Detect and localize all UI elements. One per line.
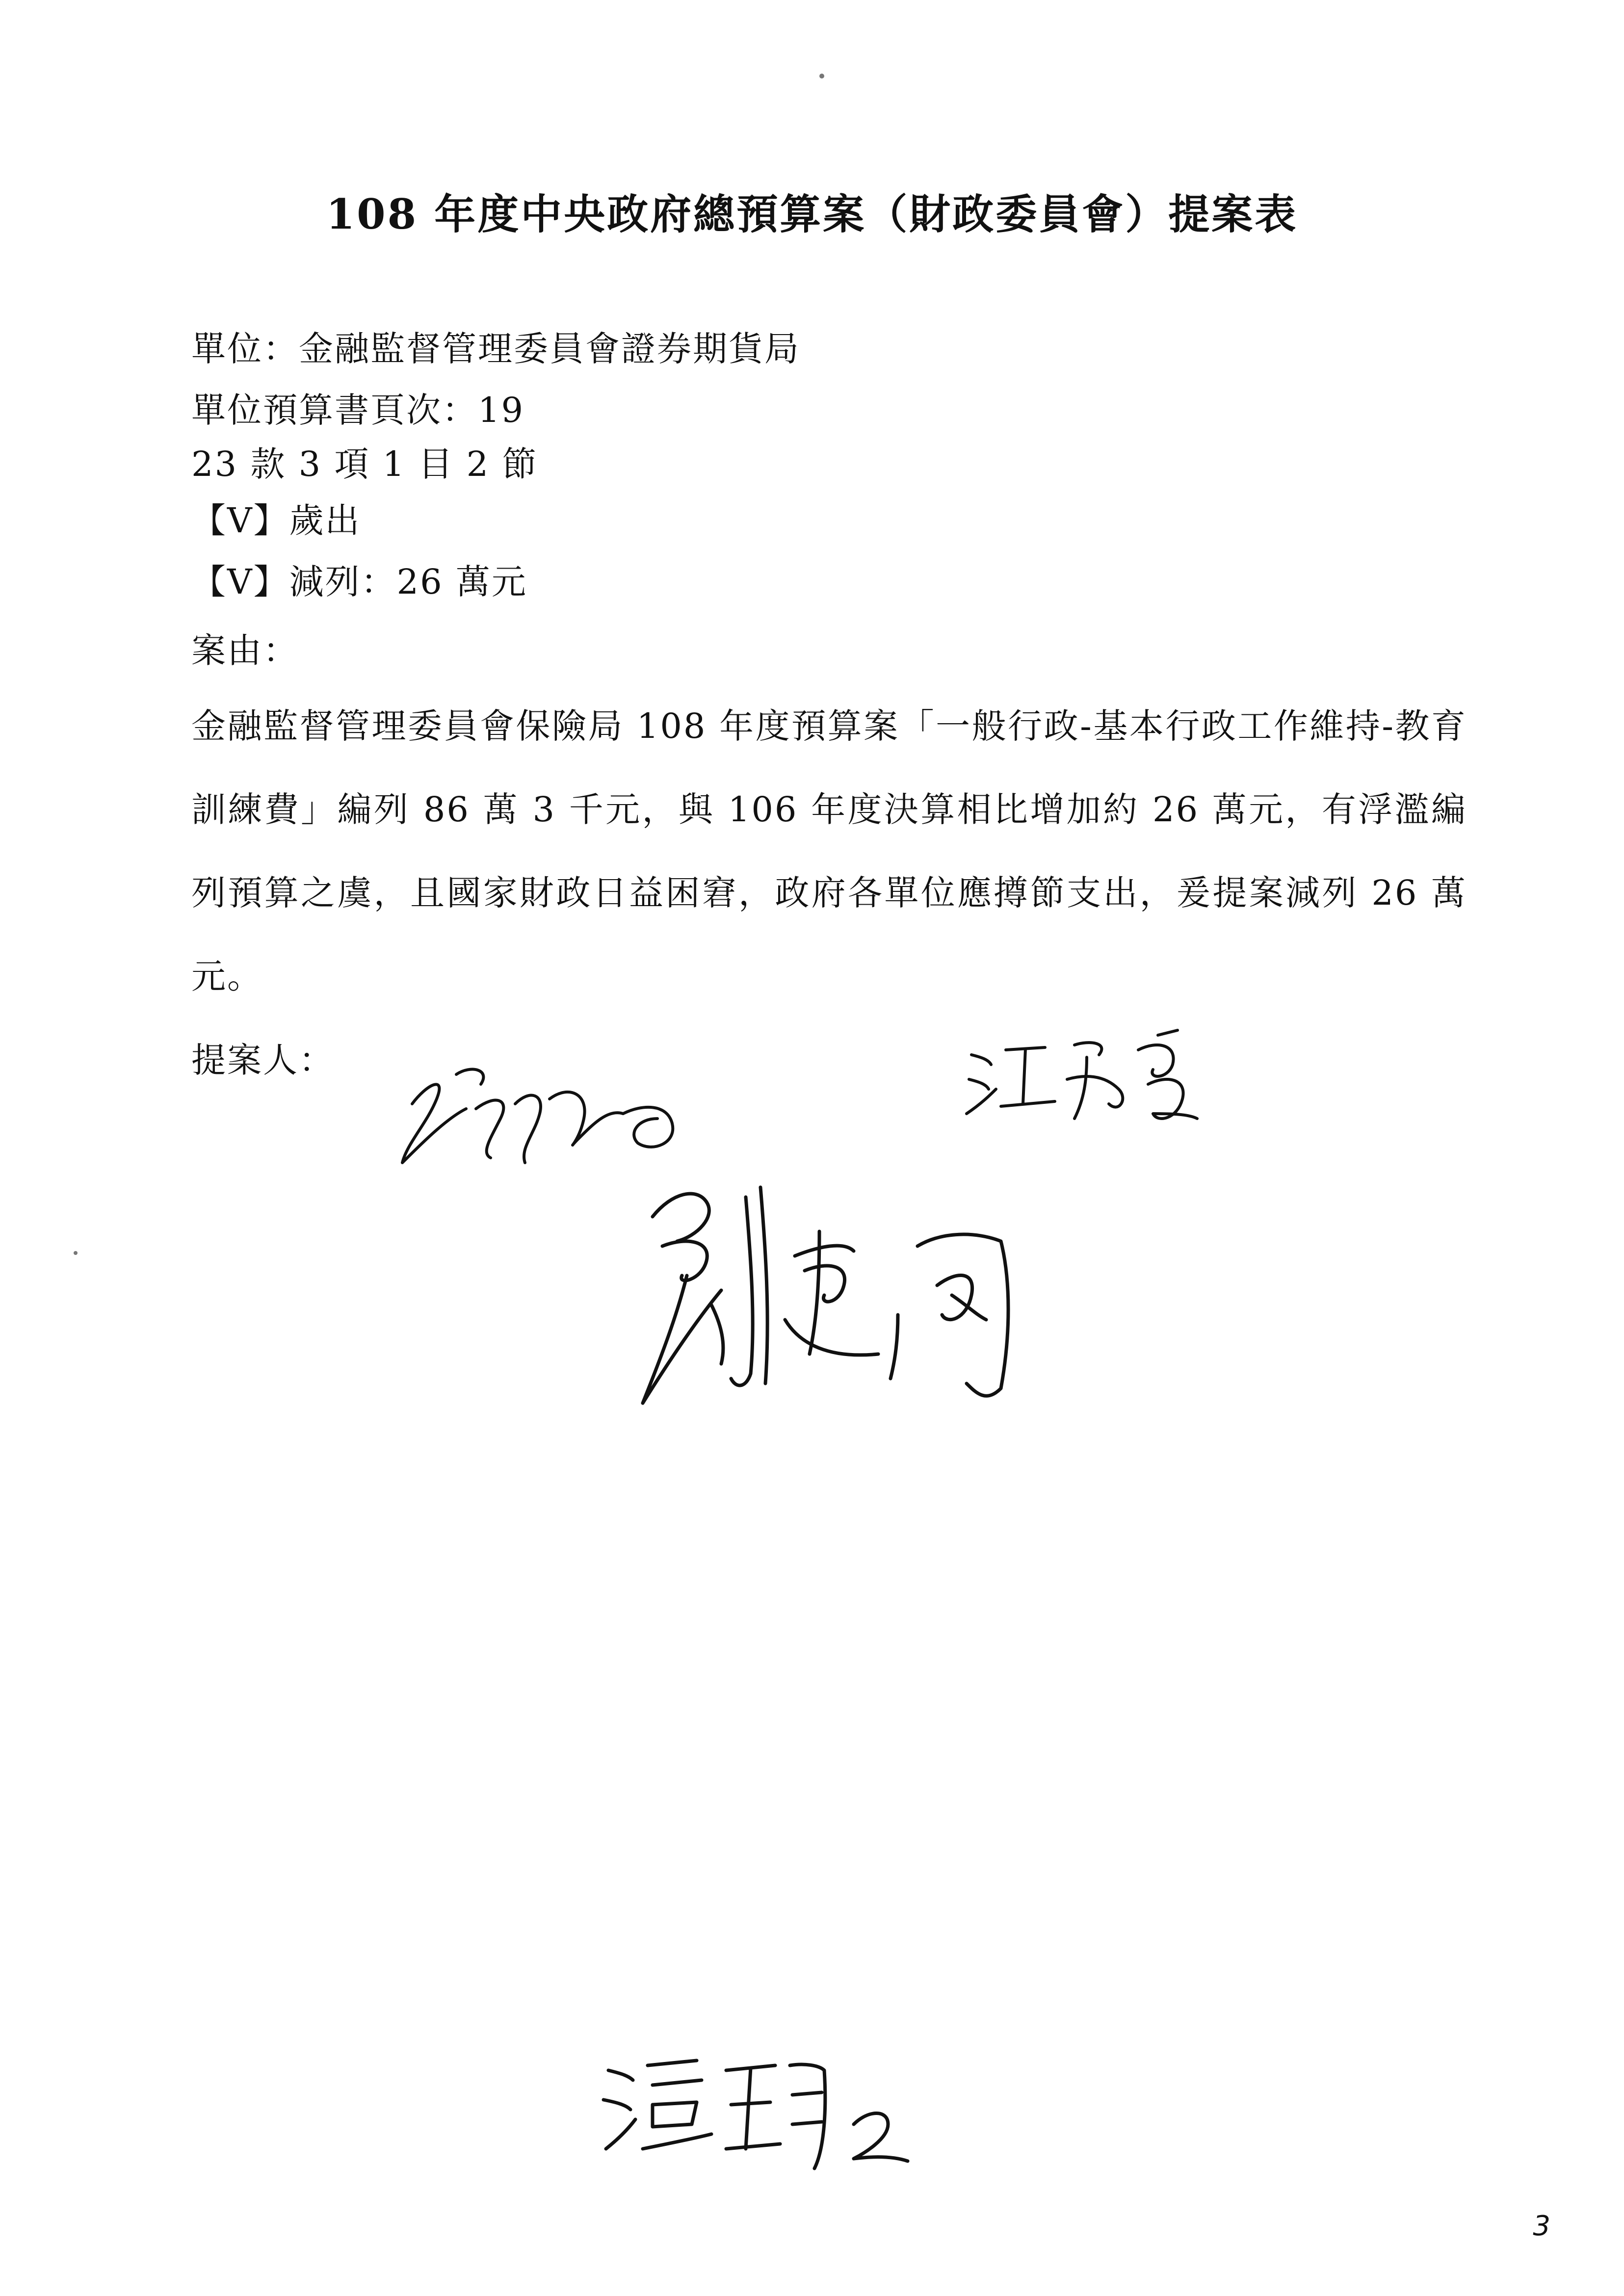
reduction-line: 【V】減列：26 萬元 — [191, 562, 527, 602]
scan-speck — [74, 1251, 78, 1255]
document-title: 108 年度中央政府總預算案（財政委員會）提案表 — [326, 190, 1298, 238]
page-number: 3 — [1533, 2210, 1550, 2242]
page-reference-line: 單位預算書頁次：19 — [191, 390, 525, 430]
reason-text: 金融監督管理委員會保險局 108 年度預算案「一般行政-基本行政工作維持-教育訓練費」編列 86 萬 3 千元，與 106 年度決算相比增加約 26 萬元，有浮濫編列預算之虞，且國家財政日益困窘，政府各單位應撙節支出，爰提案減列 26 萬元。 — [191, 706, 1467, 996]
expense-checkbox-line: 【V】歲出 — [191, 500, 361, 541]
scan-speck — [819, 74, 824, 78]
signature-2-image — [962, 1020, 1236, 1138]
signature-3-image — [623, 1158, 1133, 1423]
budget-item-line: 23 款 3 項 1 目 2 節 — [191, 444, 538, 484]
proposer-label: 提案人： — [191, 1040, 335, 1080]
reason-label: 案由： — [191, 630, 299, 671]
unit-line: 單位：金融監督管理委員會證券期貨局 — [191, 329, 800, 369]
signature-4-image — [599, 2051, 913, 2178]
